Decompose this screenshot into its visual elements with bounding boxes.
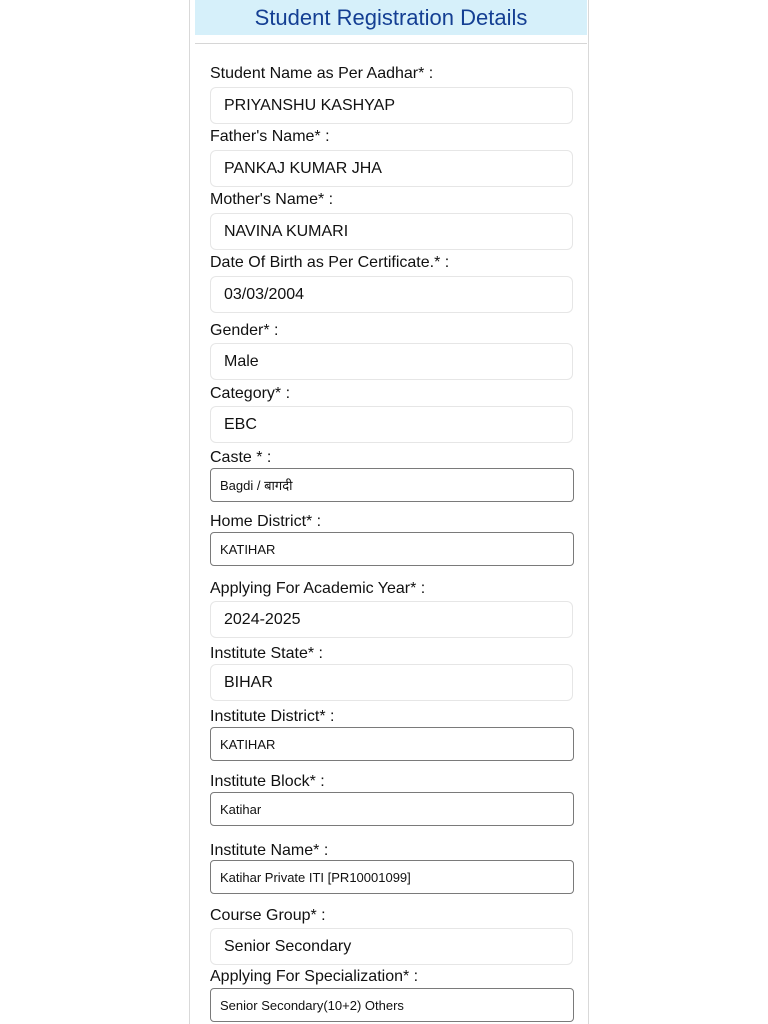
course-group-label: Course Group* :: [210, 907, 326, 924]
institute-district-select[interactable]: KATIHAR: [210, 727, 574, 761]
caste-select[interactable]: Bagdi / बागदी: [210, 468, 574, 502]
gender-field[interactable]: Male: [210, 343, 573, 380]
father-name-label: Father's Name* :: [210, 128, 330, 145]
gender-label: Gender* :: [210, 322, 279, 339]
caste-label: Caste * :: [210, 449, 272, 466]
mother-name-field[interactable]: NAVINA KUMARI: [210, 213, 573, 250]
academic-year-field[interactable]: 2024-2025: [210, 601, 573, 638]
category-label: Category* :: [210, 385, 291, 402]
father-name-field[interactable]: PANKAJ KUMAR JHA: [210, 150, 573, 187]
institute-block-select[interactable]: Katihar: [210, 792, 574, 826]
home-district-label: Home District* :: [210, 513, 322, 530]
header-divider: [195, 43, 587, 44]
mother-name-label: Mother's Name* :: [210, 191, 334, 208]
home-district-select[interactable]: KATIHAR: [210, 532, 574, 566]
academic-year-label: Applying For Academic Year* :: [210, 580, 426, 597]
student-name-field[interactable]: PRIYANSHU KASHYAP: [210, 87, 573, 124]
institute-state-label: Institute State* :: [210, 645, 323, 662]
dob-field[interactable]: 03/03/2004: [210, 276, 573, 313]
registration-panel: [189, 0, 589, 1024]
student-name-label: Student Name as Per Aadhar* :: [210, 65, 434, 82]
institute-district-label: Institute District* :: [210, 708, 335, 725]
institute-block-label: Institute Block* :: [210, 773, 325, 790]
course-group-field[interactable]: Senior Secondary: [210, 928, 573, 965]
page-title: Student Registration Details: [195, 0, 587, 35]
specialization-label: Applying For Specialization* :: [210, 968, 419, 985]
institute-name-label: Institute Name* :: [210, 842, 329, 859]
institute-state-field[interactable]: BIHAR: [210, 664, 573, 701]
specialization-select[interactable]: Senior Secondary(10+2) Others: [210, 988, 574, 1022]
institute-name-select[interactable]: Katihar Private ITI [PR10001099]: [210, 860, 574, 894]
category-field[interactable]: EBC: [210, 406, 573, 443]
dob-label: Date Of Birth as Per Certificate.* :: [210, 254, 450, 271]
